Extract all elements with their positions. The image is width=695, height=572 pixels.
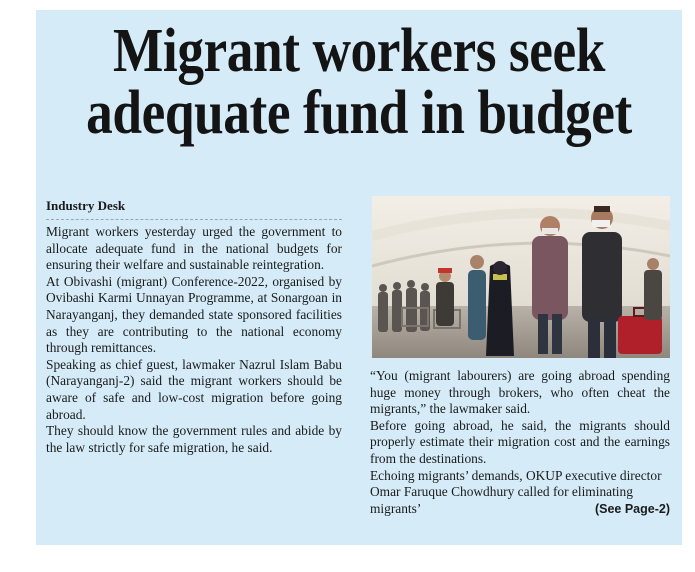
paragraph: Before going abroad, he said, the migrants should properly estimate their migration cost and the earnings from the destinations.	[370, 417, 670, 466]
left-column	[46, 224, 342, 456]
paragraph: Speaking as chief guest, lawmaker Nazrul Islam Babu (Narayanganj-2) said the migrant workers should be aware of safe and low-cost migration before going abroad.	[46, 356, 342, 422]
right-column	[370, 368, 670, 517]
headline-line-1: Migrant workers seek	[113, 17, 605, 85]
news-photo	[372, 196, 670, 358]
headline-line-2: adequate fund in budget	[86, 79, 632, 147]
headline	[81, 17, 637, 147]
paragraph: Migrant workers yesterday urged the government to allocate adequate fund in the national budgets for ensuring their welfare and sustainable reintegration.	[46, 224, 342, 273]
byline-divider	[46, 219, 342, 220]
paragraph: “You (migrant labourers) are going abroad spending huge money through brokers, who often cheat the migrants,” the lawmaker said.	[370, 368, 670, 417]
byline: Industry Desk	[46, 198, 126, 213]
article-panel	[36, 10, 682, 545]
paragraph-last	[370, 468, 670, 518]
paragraph: They should know the government rules and abide by the law strictly for safe migration, he said.	[46, 423, 342, 455]
paragraph-text: Echoing migrants’ demands, OKUP executive director Omar Faruque Chowdhury called for eliminating migrants’	[370, 467, 662, 516]
paragraph: At Obivashi (migrant) Conference-2022, organised by Ovibashi Karmi Unnayan Programme, at Sonargoan in Narayanganj, they demanded state sponsored facilities as they are contributing to the national economy through remittances.	[46, 273, 342, 356]
continuation-link[interactable]: (See Page-2)	[594, 501, 670, 516]
